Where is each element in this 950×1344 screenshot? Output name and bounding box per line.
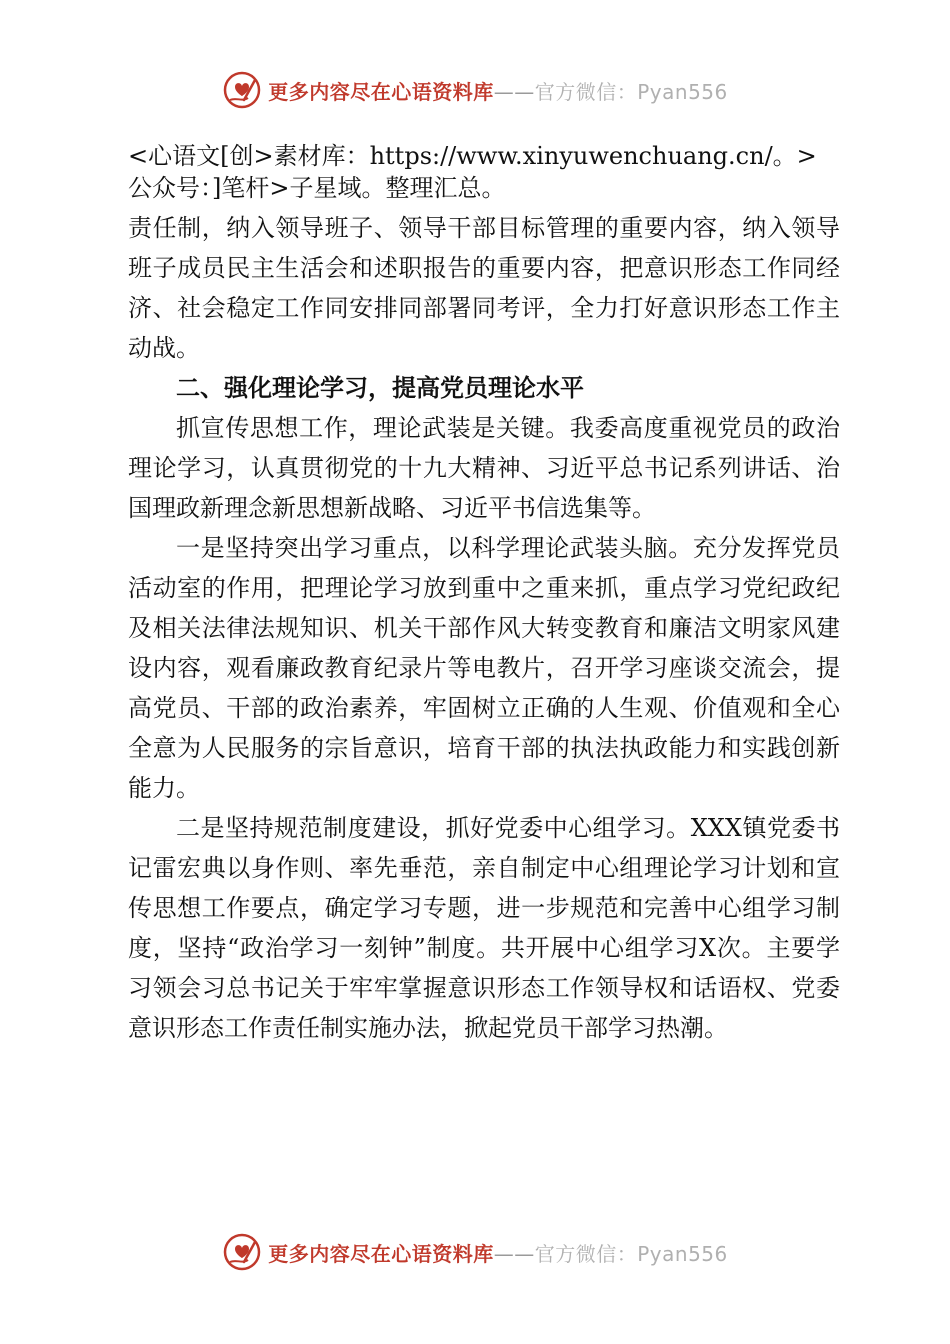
header-banner [0,66,950,114]
banner-content [222,70,728,110]
banner-text [268,76,728,105]
heart-pen-logo-icon [222,70,262,110]
paragraph-1: 责任制，纳入领导班子、领导干部目标管理的重要内容，纳入领导班子成员民主生活会和述职报告的重要内容，把意识形态工作同经济、社会稳定工作同安排同部署同考评，全力打好意识形态工作主动战。 [128,214,840,362]
banner-content [222,1232,728,1272]
paragraph-3: 一是坚持突出学习重点，以科学理论武装头脑。充分发挥党员活动室的作用，把理论学习放到重中之重来抓，重点学习党纪政纪及相关法律法规知识、机关干部作风大转变教育和廉洁文明家风建设内容，观看廉政教育纪录片等电教片，召开学习座谈交流会，提高党员、干部的政治素养，牢固树立正确的人生观、价值观和全心全意为人民服务的宗旨意识，培育干部的执法执政能力和实践创新能力。 [128,534,840,802]
section-heading: 二、强化理论学习，提高党员理论水平 [176,374,584,402]
banner-wechat-label: 官方微信： [534,79,638,104]
banner-separator: —— [493,1241,535,1266]
footer-banner [0,1228,950,1276]
banner-wechat-id: Pyan556 [637,79,728,104]
paragraph-4: 二是坚持规范制度建设，抓好党委中心组学习。XXX镇党委书记雷宏典以身作则、率先垂范，亲自制定中心组理论学习计划和宣传思想工作要点，确定学习专题，进一步规范和完善中心组学习制度，坚持“政治学习一刻钟”制度。共开展中心组学习X次。主要学习领会习总书记关于牢牢掌握意识形态工作领导权和话语权、党委意识形态工作责任制实施办法，掀起党员干部学习热潮。 [128,814,840,1042]
banner-brand: 更多内容尽在心语资料库 [268,1241,494,1266]
document-body [128,140,840,1048]
source-line: <心语文[创>素材库：https://www.xinyuwenchuang.cn/。>公众号：]笔杆>子星域。整理汇总。 [128,142,817,202]
banner-wechat-id: Pyan556 [637,1241,728,1266]
banner-brand: 更多内容尽在心语资料库 [268,79,494,104]
banner-wechat-label: 官方微信： [534,1241,638,1266]
heart-pen-logo-icon [222,1232,262,1272]
banner-text [268,1238,728,1267]
paragraph-2: 抓宣传思想工作，理论武装是关键。我委高度重视党员的政治理论学习，认真贯彻党的十九大精神、习近平总书记系列讲话、治国理政新理念新思想新战略、习近平书信选集等。 [128,414,840,522]
banner-separator: —— [493,79,535,104]
